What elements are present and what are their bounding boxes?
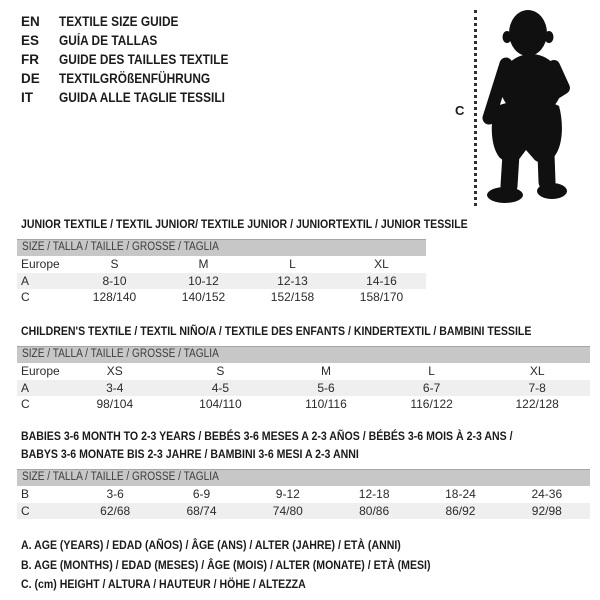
table-cell: S [110, 257, 119, 271]
height-measure-line [474, 10, 477, 206]
language-title: GUIDA ALLE TAGLIE TESSILI [59, 90, 225, 105]
table-cell: 6-7 [422, 380, 441, 395]
row-label: Europe [21, 364, 60, 378]
table-row [17, 273, 426, 290]
table-size-header [17, 346, 590, 363]
language-row [21, 88, 252, 107]
language-code: EN [21, 14, 40, 29]
table-cell: 116/122 [410, 397, 453, 411]
table-cell: 158/170 [359, 290, 404, 304]
language-row [21, 31, 252, 50]
table-cell: XL [374, 257, 389, 271]
table-cell: S [216, 364, 225, 378]
legend-note-line: C. (cm) HEIGHT / ALTURA / HAUTEUR / HÖHE / ALTEZZA [21, 577, 306, 591]
size-table-section [17, 427, 597, 519]
table-cell: 4-5 [211, 380, 230, 395]
language-row [21, 12, 252, 31]
table-cell: 98/104 [96, 397, 134, 411]
table-cell: 68/74 [186, 503, 217, 518]
table-cell: 9-12 [275, 487, 300, 501]
legend-note-line: A. AGE (YEARS) / EDAD (AÑOS) / ÂGE (ANS) / ALTER (JAHRE) / ETÀ (ANNI) [21, 538, 401, 552]
table-cell: M [198, 257, 209, 271]
table-size-header [17, 239, 426, 256]
table-cell: L [289, 257, 296, 271]
table-size-header [17, 469, 590, 486]
section-title [21, 322, 597, 340]
table-cell: 5-6 [317, 380, 335, 395]
table-cell: XL [529, 364, 545, 378]
section-title [21, 215, 597, 233]
table-cell: L [428, 364, 435, 378]
language-title: TEXTILGRÖßENFÜHRUNG [59, 71, 211, 86]
size-table [17, 346, 590, 413]
table-cell: 92/98 [531, 503, 562, 518]
table-cell: 3-6 [106, 487, 124, 501]
table-cell: 24-36 [531, 487, 563, 501]
table-cell: 74/80 [272, 503, 303, 518]
table-cell: 8-10 [102, 273, 127, 288]
table-cell: 62/68 [100, 503, 131, 518]
table-cell: 128/140 [92, 290, 137, 304]
table-cell: 12-13 [277, 273, 308, 288]
table-cell: 80/86 [359, 503, 390, 518]
table-cell: 104/110 [199, 397, 242, 411]
language-code: FR [21, 52, 39, 67]
table-cell: 10-12 [188, 273, 219, 288]
language-title: GUIDE DES TAILLES TEXTILE [59, 52, 229, 67]
section-title-line: CHILDREN'S TEXTILE / TEXTIL NIÑO/A / TEXTILE DES ENFANTS / KINDERTEXTIL / BAMBINI TESSILE [21, 324, 532, 338]
table-size-header-text: SIZE / TALLA / TAILLE / GRÖSSE / TAGLIA [22, 471, 219, 483]
row-label: C [21, 290, 30, 304]
language-title: GUÍA DE TALLAS [59, 33, 158, 48]
table-cell: XS [106, 364, 123, 378]
table-cell: 152/158 [270, 290, 315, 304]
section-title-line: BABIES 3-6 MONTH TO 2-3 YEARS / BEBÉS 3-6 MESES A 2-3 AÑOS / BÉBÉS 3-6 MOIS À 2-3 ANS / [21, 429, 513, 443]
table-cell: 140/152 [181, 290, 226, 304]
language-title-list [21, 12, 252, 107]
legend-note-line: B. AGE (MONTHS) / EDAD (MESES) / ÂGE (MOIS) / ALTER (MONATE) / ETÀ (MESI) [21, 557, 431, 572]
table-size-header-text: SIZE / TALLA / TAILLE / GRÖSSE / TAGLIA [22, 241, 219, 253]
size-table-section [17, 322, 597, 413]
table-row [17, 503, 590, 520]
table-cell: 14-16 [366, 273, 397, 288]
language-title: TEXTILE SIZE GUIDE [59, 14, 179, 29]
row-label: B [21, 487, 30, 501]
size-table [17, 239, 426, 306]
table-row [17, 380, 590, 397]
language-row [21, 50, 252, 69]
row-label: A [21, 273, 30, 288]
row-label: A [21, 380, 30, 395]
table-row [17, 363, 590, 380]
size-table [17, 469, 590, 519]
section-title-line: BABYS 3-6 MONATE BIS 2-3 JAHRE / BAMBINI 3-6 MESI A 2-3 ANNI [21, 447, 359, 461]
row-label: C [21, 397, 30, 411]
row-label: Europe [21, 257, 60, 271]
legend-notes [21, 536, 600, 595]
table-row [17, 486, 590, 503]
table-cell: 7-8 [528, 380, 546, 395]
baby-silhouette-icon [480, 6, 574, 206]
table-cell: 12-18 [358, 487, 390, 501]
section-title [21, 427, 597, 463]
table-cell: 86/92 [445, 503, 476, 518]
table-row [17, 396, 590, 413]
height-measure-label: C [455, 103, 465, 118]
row-label: C [21, 503, 30, 518]
section-title-line: JUNIOR TEXTILE / TEXTIL JUNIOR/ TEXTILE JUNIOR / JUNIORTEXTIL / JUNIOR TESSILE [21, 217, 468, 231]
table-size-header-text: SIZE / TALLA / TAILLE / GRÖSSE / TAGLIA [22, 348, 219, 360]
language-code: ES [21, 33, 40, 48]
table-cell: 3-4 [106, 380, 124, 395]
table-cell: 6-9 [192, 487, 211, 501]
language-code: IT [21, 90, 33, 105]
table-cell: M [320, 364, 331, 378]
table-cell: 110/116 [305, 397, 347, 411]
language-code: DE [21, 71, 40, 86]
table-row [17, 256, 426, 273]
table-cell: 18-24 [445, 487, 476, 501]
language-row [21, 69, 252, 88]
table-cell: 122/128 [515, 397, 559, 411]
size-table-section [17, 215, 597, 306]
height-figure [440, 0, 600, 215]
table-row [17, 289, 426, 306]
